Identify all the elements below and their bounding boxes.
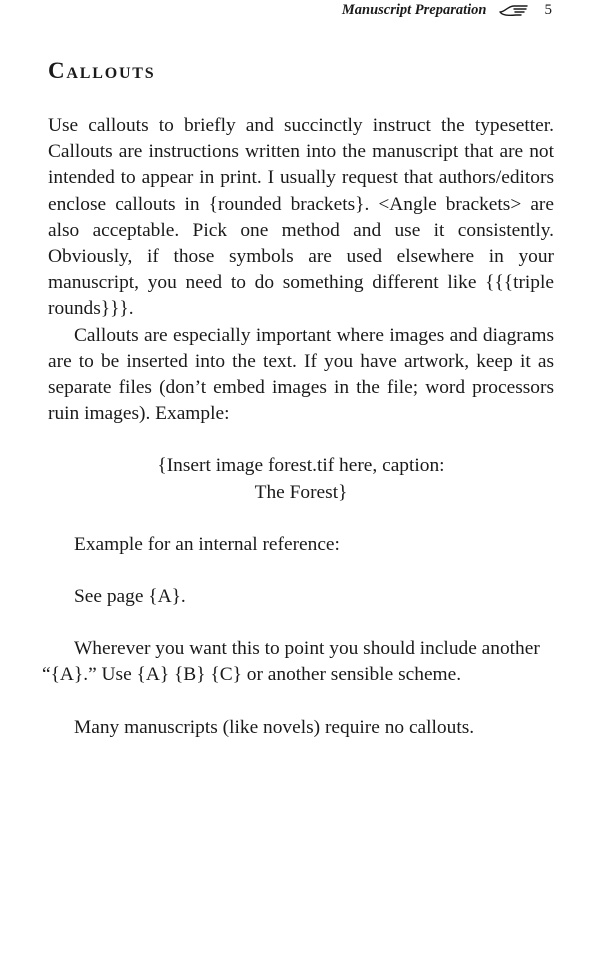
example-callout-line1: {Insert image forest.tif here, caption:	[157, 455, 445, 477]
body-text	[42, 113, 554, 767]
paragraph-internal-reference: Example for an internal reference:	[74, 533, 340, 555]
example-callout-line2: The Forest}	[254, 481, 348, 503]
running-head-title: Manuscript Preparation	[341, 1, 487, 18]
running-head	[342, 0, 552, 20]
paragraph-intro: Use callouts to briefly and succinctly instruct the typesetter. Callouts are instructions written into the manuscript that are not intended to appear in print. I usually request that authors/editors enclose callouts in {rounded brackets}. <Angle brackets> are also acceptable. Pick one method and use it consistently. Obviously, if those symbols are used elsewhere in your manuscript, you need to do something different like {{{triple rounds}}}.	[48, 115, 554, 320]
example-callout	[48, 453, 554, 505]
paragraph-scheme-line1: Wherever you want this to point you should include another	[74, 638, 540, 660]
section-title: Callouts	[48, 58, 156, 83]
paragraph-see-page: See page {A}.	[74, 586, 186, 608]
paragraph-no-callouts: Many manuscripts (like novels) require no callouts.	[74, 716, 475, 738]
paragraph-scheme	[42, 636, 554, 688]
paragraph-scheme-line2: “{A}.” Use {A} {B} {C} or another sensible scheme.	[42, 664, 462, 686]
page-number: 5	[544, 1, 552, 18]
paragraph-images: Callouts are especially important where images and diagrams are to be inserted into the text. If you have artwork, keep it as separate files (don’t embed images in the file; word processors ruin images). Example:	[48, 324, 554, 425]
fist-pointer-icon	[499, 3, 529, 17]
